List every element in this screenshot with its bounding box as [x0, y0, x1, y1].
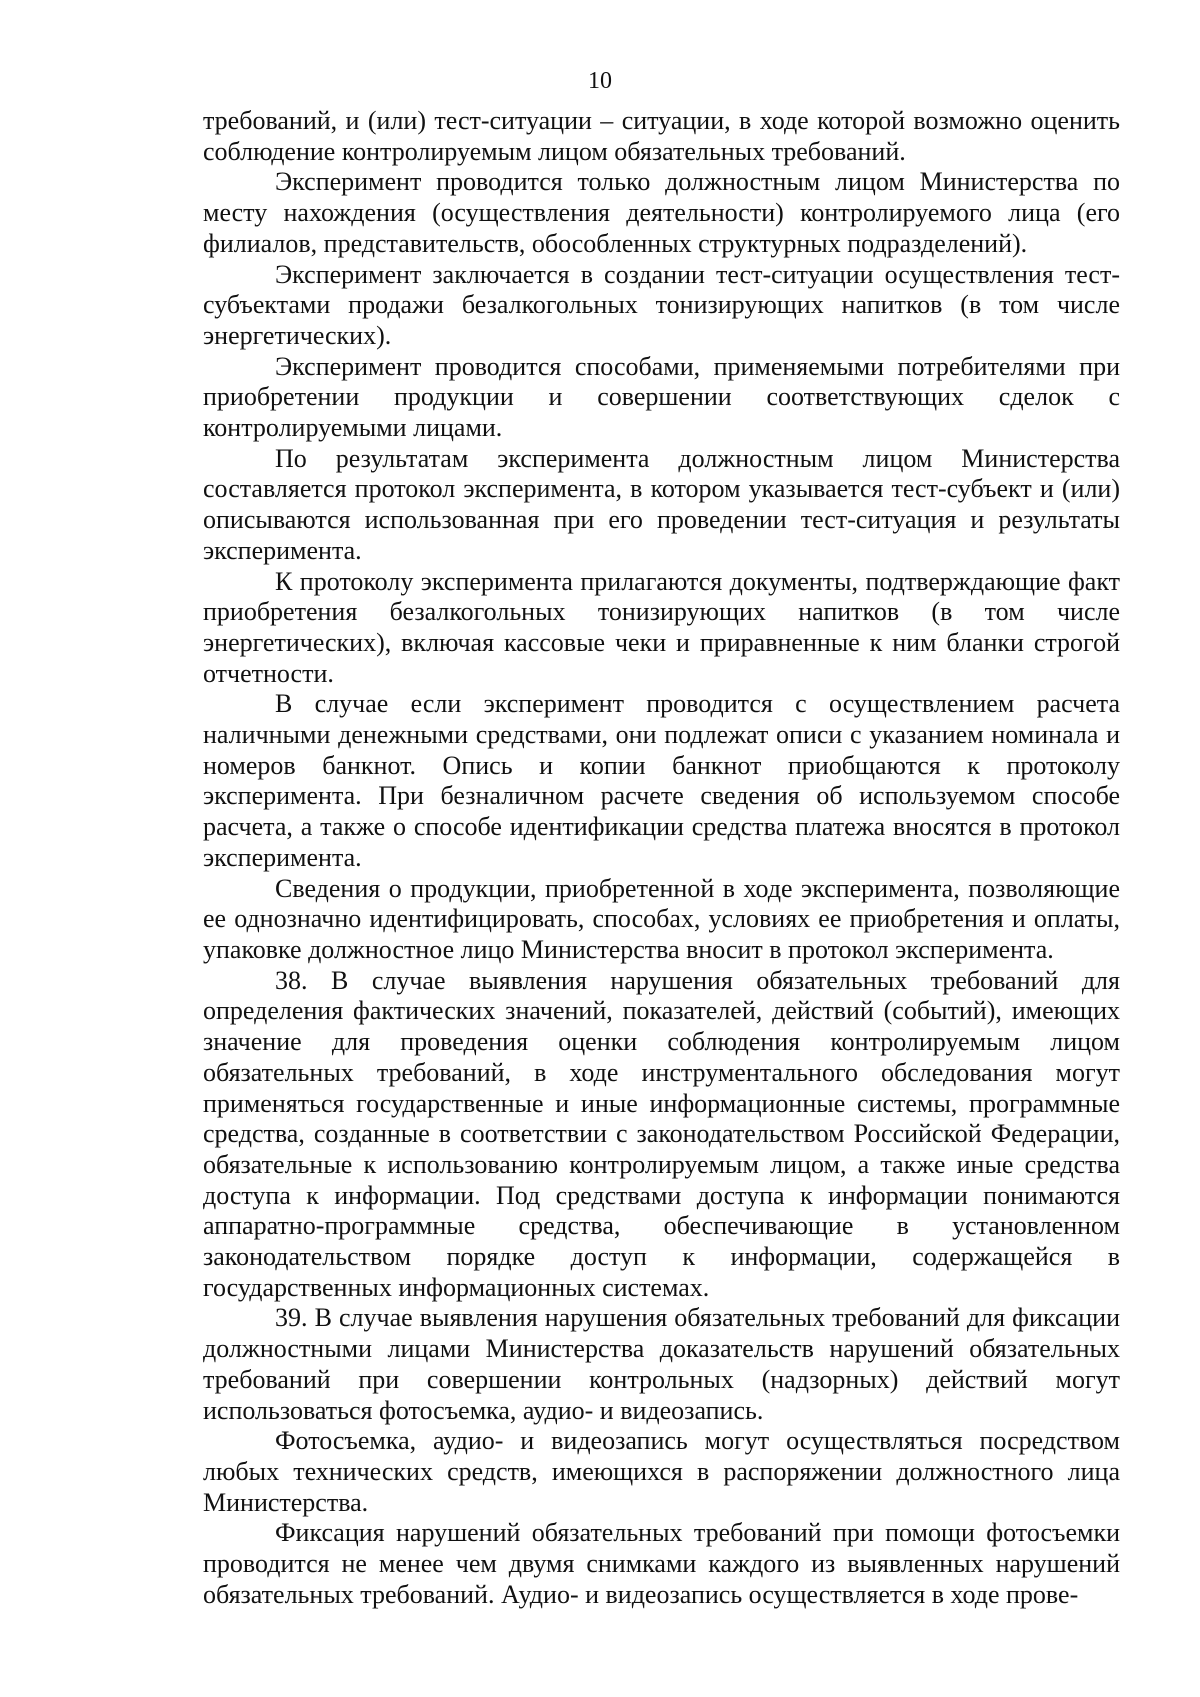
paragraph: По результатам эксперимента должностным лицом Министерства составляется протокол эксперимента, в котором указывается тест-субъект и (или) описываются использованная при его проведении тест-ситуация и результаты эксперимента. — [203, 443, 1120, 565]
paragraph-clause-38: 38. В случае выявления нарушения обязательных требований для определения фактических значений, показателей, действий (событий), имеющих значение для проведения оценки соблюдения контролируемым лицом обязательных требований, в ходе инструментального обследования могут применяться государственные и иные информационные системы, программные средства, созданные в соответствии с законодательством Российской Федерации, обязательные к использованию контролируемым лицом, а также иные средства доступа к информации. Под средствами доступа к информации понимаются аппаратно-программные средства, обеспечивающие в установленном законодательством порядке доступ к информации, содержащейся в государственных информационных системах. — [203, 965, 1120, 1302]
document-body — [203, 106, 1120, 1610]
paragraph: Эксперимент проводится способами, применяемыми потребителями при приобретении продукции и совершении соответствующих сделок с контролируемыми лицами. — [203, 351, 1120, 443]
paragraph: требований, и (или) тест-ситуации – ситуации, в ходе которой возможно оценить соблюдение контролируемым лицом обязательных требований. — [203, 106, 1120, 166]
paragraph: Фиксация нарушений обязательных требований при помощи фотосъемки проводится не менее чем двумя снимками каждого из выявленных нарушений обязательных требований. Аудио- и видеозапись осуществляется в ходе прове- — [203, 1518, 1120, 1609]
paragraph: Фотосъемка, аудио- и видеозапись могут осуществляться посредством любых технических средств, имеющихся в распоряжении должностного лица Министерства. — [203, 1426, 1120, 1517]
paragraph: К протоколу эксперимента прилагаются документы, подтверждающие факт приобретения безалкогольных тонизирующих напитков (в том числе энергетических), включая кассовые чеки и приравненные к ним бланки строгой отчетности. — [203, 566, 1120, 688]
paragraph: Сведения о продукции, приобретенной в ходе эксперимента, позволяющие ее однозначно идентифицировать, способах, условиях ее приобретения и оплаты, упаковке должностное лицо Министерства вносит в протокол эксперимента. — [203, 873, 1120, 964]
page-number: 10 — [588, 68, 612, 94]
paragraph: В случае если эксперимент проводится с осуществлением расчета наличными денежными средствами, они подлежат описи с указанием номинала и номеров банкнот. Опись и копии банкнот приобщаются к протоколу эксперимента. При безналичном расчете сведения об используемом способе расчета, а также о способе идентификации средства платежа вносятся в протокол эксперимента. — [203, 689, 1120, 872]
paragraph: Эксперимент проводится только должностным лицом Министерства по месту нахождения (осуществления деятельности) контролируемого лица (его филиалов, представительств, обособленных структурных подразделений). — [203, 167, 1120, 258]
paragraph-clause-39: 39. В случае выявления нарушения обязательных требований для фиксации должностными лицами Министерства доказательств нарушений обязательных требований при совершении контрольных (надзорных) действий могут использоваться фотосъемка, аудио- и видеозапись. — [203, 1303, 1120, 1425]
paragraph: Эксперимент заключается в создании тест-ситуации осуществления тест-субъектами продажи безалкогольных тонизирующих напитков (в том числе энергетических). — [203, 259, 1120, 350]
